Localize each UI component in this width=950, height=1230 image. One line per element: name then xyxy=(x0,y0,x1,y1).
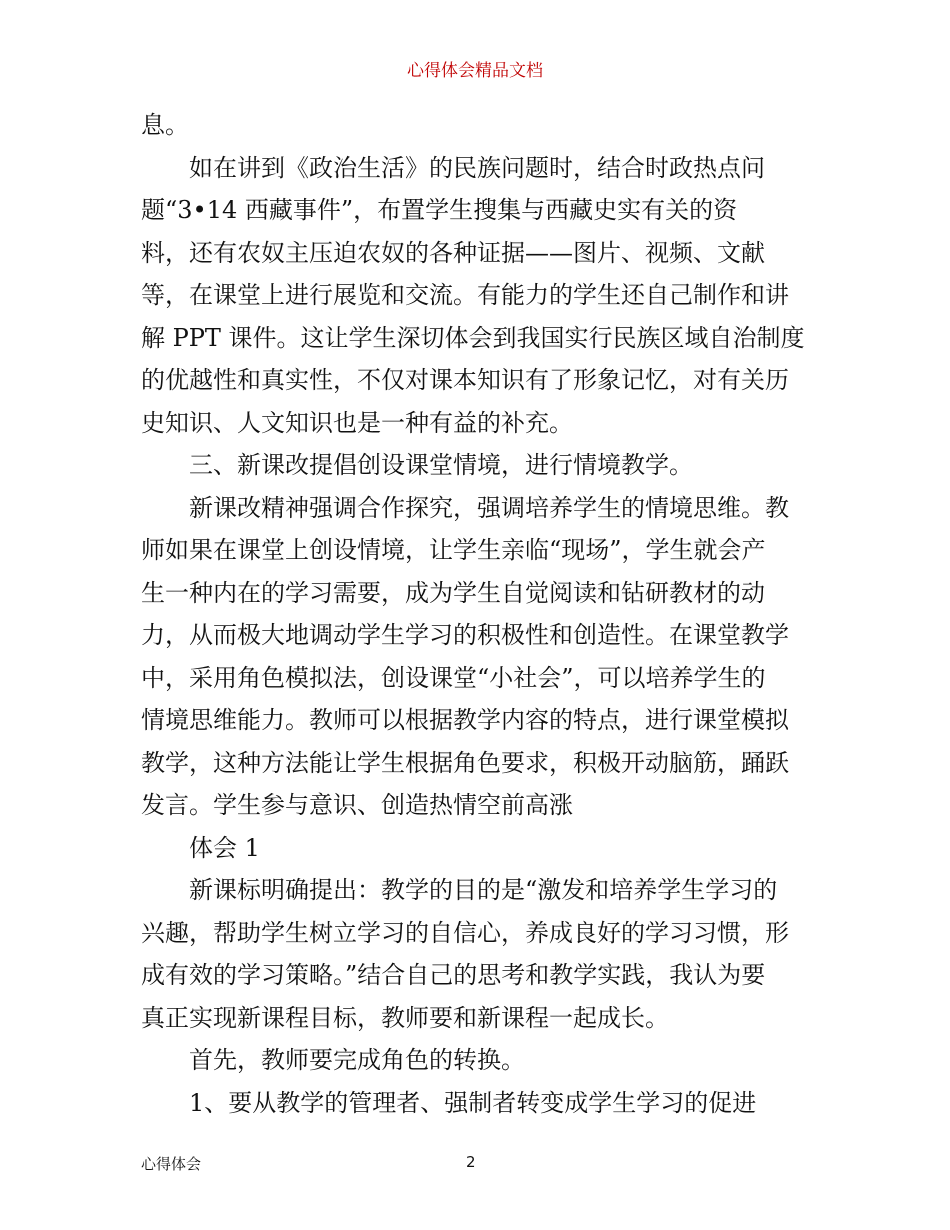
text-line: 史知识、人文知识也是一种有益的补充。 xyxy=(141,408,573,437)
header-title: 心得体会精品文档 xyxy=(407,61,543,81)
text-line: 发言。学生参与意识、创造热情空前高涨 xyxy=(141,791,573,819)
page-number: 2 xyxy=(466,1153,476,1171)
text-line: 真正实现新课程目标，教师要和新课程一起成长。 xyxy=(141,1003,669,1032)
text-line: 题“3•14 西藏事件”，布置学生搜集与西藏史实有关的资 xyxy=(141,196,738,224)
text-line: 等，在课堂上进行展览和交流。有能力的学生还自己制作和讲 xyxy=(141,281,789,309)
text-line: 三、新课改提倡创设课堂情境，进行情境教学。 xyxy=(189,451,693,479)
text-line: 新课标明确提出：教学的目的是“激发和培养学生学习的 xyxy=(189,876,778,904)
text-line: 新课改精神强调合作探究，强调培养学生的情境思维。教 xyxy=(189,493,789,522)
text-line: 的优越性和真实性，不仅对课本知识有了形象记忆，对有关历 xyxy=(141,366,789,394)
text-line: 兴趣，帮助学生树立学习的自信心，养成良好的学习习惯，形 xyxy=(141,918,789,947)
text-line: 力，从而极大地调动学生学习的积极性和创造性。在课堂教学 xyxy=(141,621,789,649)
text-line: 息。 xyxy=(141,111,189,139)
text-line: 如在讲到《政治生活》的民族问题时，结合时政热点问 xyxy=(189,153,765,182)
text-line: 师如果在课堂上创设情境，让学生亲临“现场”，学生就会产 xyxy=(141,536,766,564)
text-line: 1、要从教学的管理者、强制者转变成学生学习的促进 xyxy=(189,1088,757,1117)
footer-label: 心得体会 xyxy=(141,1155,202,1173)
text-line: 体会 1 xyxy=(189,833,260,862)
text-line: 料，还有农奴主压迫农奴的各种证据——图片、视频、文献 xyxy=(141,238,765,267)
text-line: 教学，这种方法能让学生根据角色要求，积极开动脑筋，踊跃 xyxy=(141,748,789,777)
text-line: 首先，教师要完成角色的转换。 xyxy=(189,1046,525,1074)
text-line: 解 PPT 课件。这让学生深切体会到我国实行民族区域自治制度 xyxy=(141,323,805,352)
text-line: 生一种内在的学习需要，成为学生自觉阅读和钻研教材的动 xyxy=(141,578,765,607)
text-line: 中，采用角色模拟法，创设课堂“小社会”，可以培养学生的 xyxy=(141,663,766,692)
text-line: 情境思维能力。教师可以根据教学内容的特点，进行课堂模拟 xyxy=(141,706,789,734)
document-body xyxy=(141,104,813,1124)
text-line: 成有效的学习策略。”结合自己的思考和教学实践，我认为要 xyxy=(141,961,766,989)
